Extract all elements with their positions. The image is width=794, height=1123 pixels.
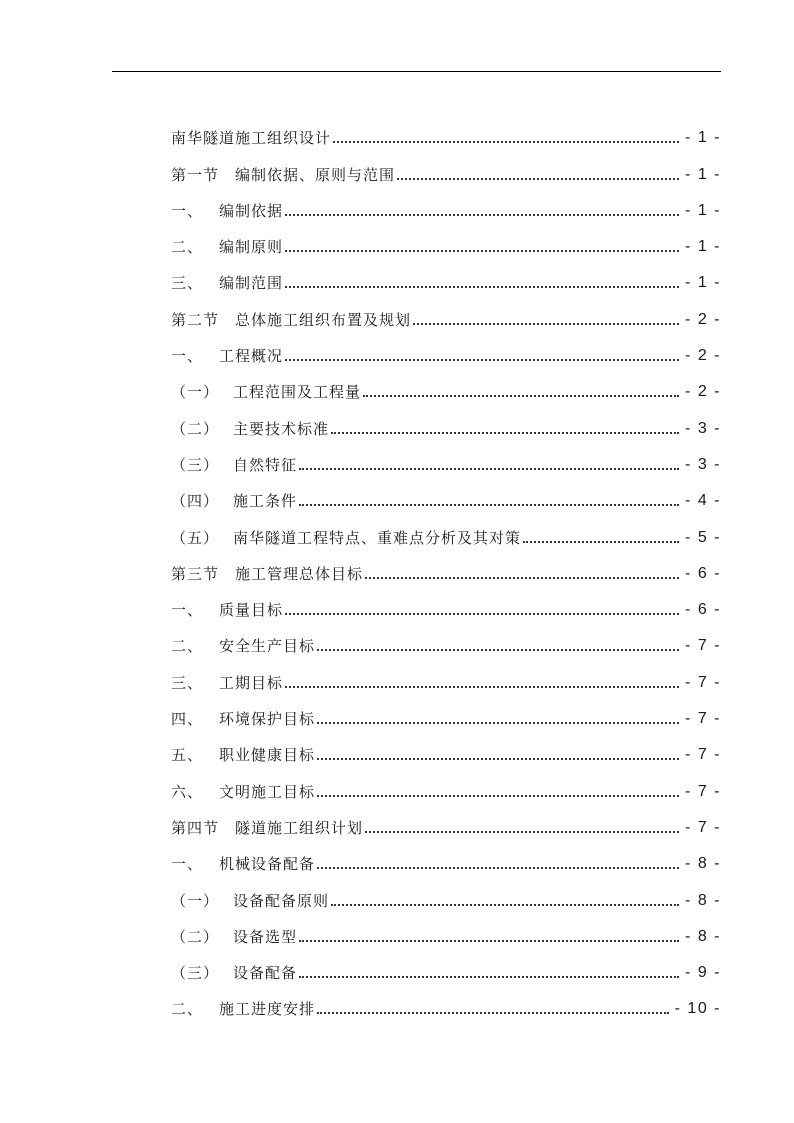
toc-entry[interactable] <box>171 981 721 1017</box>
toc-leader-dots <box>299 940 679 942</box>
toc-entry-number: 二、 <box>171 637 204 656</box>
toc-entry-title: 工程范围及工程量 <box>233 383 362 402</box>
toc-entry-title: 机械设备配备 <box>219 855 316 874</box>
toc-leader-dots <box>299 504 679 506</box>
toc-entry-number: 三、 <box>171 673 204 692</box>
toc-leader-dots <box>317 867 679 869</box>
toc-entry[interactable] <box>171 509 721 545</box>
toc-entry[interactable] <box>171 872 721 908</box>
toc-entry[interactable] <box>171 146 721 182</box>
toc-entry-title: 自然特征 <box>233 455 298 474</box>
toc-entry-title: 质量目标 <box>219 601 284 620</box>
toc-entry-title: 安全生产目标 <box>219 637 316 656</box>
toc-entry[interactable] <box>171 836 721 872</box>
toc-page-number: - 4 - <box>685 492 721 510</box>
toc-page-number: - 7 - <box>685 782 721 800</box>
toc-entry-number: （二） <box>171 927 220 946</box>
toc-leader-dots <box>285 286 679 288</box>
toc-entry-title: 施工进度安排 <box>219 1000 316 1019</box>
toc-entry[interactable] <box>171 255 721 291</box>
toc-entry-title: 文明施工目标 <box>219 782 316 801</box>
toc-page-number: - 2 - <box>685 310 721 328</box>
toc-leader-dots <box>317 795 679 797</box>
toc-page-number: - 3 - <box>685 419 721 437</box>
toc-entry-title: 工程概况 <box>219 347 284 366</box>
toc-leader-dots <box>363 395 679 397</box>
toc-leader-dots <box>317 722 679 724</box>
toc-entry[interactable] <box>171 909 721 945</box>
toc-page-number: - 8 - <box>685 855 721 873</box>
toc-page-number: - 9 - <box>685 964 721 982</box>
toc-entry[interactable] <box>171 727 721 763</box>
toc-entry[interactable] <box>171 183 721 219</box>
toc-entry-title: 南华隧道工程特点、重难点分析及其对策 <box>233 528 522 547</box>
toc-entry-number: 二、 <box>171 1000 204 1019</box>
toc-entry-number: （五） <box>171 528 220 547</box>
toc-entry[interactable] <box>171 219 721 255</box>
toc-entry-number: 一、 <box>171 855 204 874</box>
toc-entry-number: 第二节 <box>171 310 220 329</box>
toc-entry[interactable] <box>171 110 721 146</box>
toc-entry-number: （四） <box>171 492 220 511</box>
toc-entry-number: 六、 <box>171 782 204 801</box>
toc-entry[interactable] <box>171 691 721 727</box>
toc-entry-number: 三、 <box>171 274 204 293</box>
toc-entry-number: 第一节 <box>171 165 220 184</box>
toc-entry-title: 南华隧道施工组织设计 <box>171 129 332 148</box>
toc-entry-title: 环境保护目标 <box>219 710 316 729</box>
toc-entry-title: 设备配备原则 <box>233 891 330 910</box>
toc-entry[interactable] <box>171 618 721 654</box>
toc-entry[interactable] <box>171 328 721 364</box>
toc-entry-number: （一） <box>171 383 220 402</box>
toc-page-number: - 7 - <box>685 673 721 691</box>
toc-page-number: - 1 - <box>685 165 721 183</box>
toc-entry[interactable] <box>171 945 721 981</box>
toc-leader-dots <box>285 686 679 688</box>
toc-entry-title: 主要技术标准 <box>233 419 330 438</box>
toc-page-number: - 8 - <box>685 891 721 909</box>
toc-leader-dots <box>285 613 679 615</box>
toc-entry-title: 工期目标 <box>219 673 284 692</box>
toc-page-number: - 7 - <box>685 637 721 655</box>
toc-entry-title: 设备选型 <box>233 927 298 946</box>
toc-page-number: - 7 - <box>685 710 721 728</box>
toc-entry[interactable] <box>171 582 721 618</box>
toc-leader-dots <box>285 214 679 216</box>
toc-entry-number: 一、 <box>171 201 204 220</box>
toc-entry-number: （一） <box>171 891 220 910</box>
toc-leader-dots <box>299 976 679 978</box>
toc-page-number: - 1 - <box>685 238 721 256</box>
toc-leader-dots <box>317 758 679 760</box>
toc-leader-dots <box>317 1012 669 1014</box>
toc-page-number: - 8 - <box>685 927 721 945</box>
toc-entry-title: 设备配备 <box>233 964 298 983</box>
toc-page-number: - 6 - <box>685 564 721 582</box>
toc-entry-number: 一、 <box>171 601 204 620</box>
toc-entry-title: 编制依据 <box>219 201 284 220</box>
toc-entry-number: 第四节 <box>171 818 220 837</box>
toc-page-number: - 5 - <box>685 528 721 546</box>
toc-leader-dots <box>331 432 679 434</box>
toc-page-number: - 7 - <box>685 818 721 836</box>
toc-leader-dots <box>413 323 679 325</box>
toc-entry-number: 一、 <box>171 347 204 366</box>
toc-page-number: - 3 - <box>685 455 721 473</box>
toc-entry[interactable] <box>171 763 721 799</box>
toc-entry[interactable] <box>171 654 721 690</box>
toc-leader-dots <box>299 468 679 470</box>
toc-page-number: - 10 - <box>674 1000 721 1018</box>
toc-entry-title: 总体施工组织布置及规划 <box>235 310 412 329</box>
toc-entry[interactable] <box>171 546 721 582</box>
toc-entry-number: 二、 <box>171 238 204 257</box>
toc-entry[interactable] <box>171 291 721 327</box>
toc-entry[interactable] <box>171 800 721 836</box>
toc-leader-dots <box>285 250 679 252</box>
toc-entry-number: （二） <box>171 419 220 438</box>
toc-leader-dots <box>317 649 679 651</box>
toc-entry[interactable] <box>171 473 721 509</box>
toc-leader-dots <box>333 141 679 143</box>
toc-leader-dots <box>397 178 679 180</box>
toc-page-number: - 1 - <box>685 201 721 219</box>
toc-entry-title: 编制原则 <box>219 238 284 257</box>
toc-leader-dots <box>331 904 679 906</box>
toc-entry-title: 隧道施工组织计划 <box>235 818 364 837</box>
toc-page-number: - 1 - <box>685 274 721 292</box>
toc-entry-number: （三） <box>171 964 220 983</box>
toc-entry-title: 编制范围 <box>219 274 284 293</box>
toc-leader-dots <box>365 577 679 579</box>
toc-entry-number: （三） <box>171 455 220 474</box>
toc-page-number: - 2 - <box>685 347 721 365</box>
toc-page-number: - 7 - <box>685 746 721 764</box>
toc-entry-number: 第三节 <box>171 564 220 583</box>
header-rule <box>112 71 721 72</box>
toc-entry[interactable] <box>171 400 721 436</box>
toc-entry-title: 职业健康目标 <box>219 746 316 765</box>
toc-page-number: - 1 - <box>685 129 721 147</box>
toc-entry[interactable] <box>171 364 721 400</box>
toc-entry-number: 五、 <box>171 746 204 765</box>
toc-entry-title: 施工条件 <box>233 492 298 511</box>
table-of-contents <box>171 110 721 1017</box>
toc-leader-dots <box>365 831 679 833</box>
toc-entry-title: 编制依据、原则与范围 <box>235 165 396 184</box>
toc-page-number: - 6 - <box>685 601 721 619</box>
toc-page-number: - 2 - <box>685 383 721 401</box>
toc-entry-title: 施工管理总体目标 <box>235 564 364 583</box>
toc-leader-dots <box>523 541 679 543</box>
toc-entry[interactable] <box>171 437 721 473</box>
toc-leader-dots <box>285 359 679 361</box>
toc-entry-number: 四、 <box>171 710 204 729</box>
